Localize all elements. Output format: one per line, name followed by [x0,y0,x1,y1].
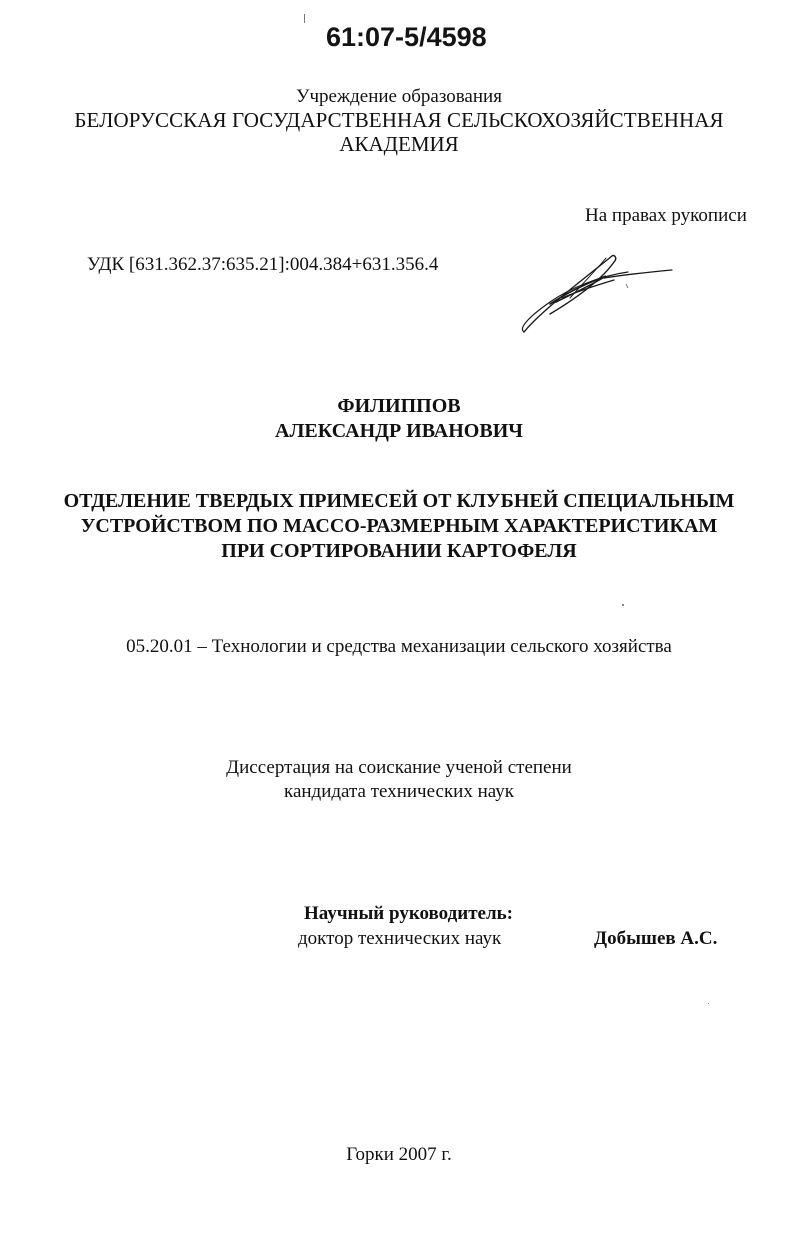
author-given-names: АЛЕКСАНДР ИВАНОВИЧ [275,420,523,442]
handwritten-signature [510,242,690,342]
scan-mark [304,14,305,23]
scan-speck [708,1003,709,1004]
dissertation-line-1: Диссертация на соискание ученой степени [226,757,572,778]
specialty-code-and-name: 05.20.01 – Технологии и средства механизации сельского хозяйства [126,636,672,657]
institution-label: Учреждение образования [296,86,502,107]
title-line-2: УСТРОЙСТВОМ ПО МАССО-РАЗМЕРНЫМ ХАРАКТЕРИСТИКАМ [80,515,718,537]
supervisor-degree: доктор технических наук [298,928,502,949]
manuscript-rights-note: На правах рукописи [585,205,747,226]
institution-name-line-2: АКАДЕМИЯ [339,132,459,156]
place-and-year: Горки 2007 г. [346,1144,452,1165]
title-line-1: ОТДЕЛЕНИЕ ТВЕРДЫХ ПРИМЕСЕЙ ОТ КЛУБНЕЙ СПЕЦИАЛЬНЫМ [63,490,735,512]
title-line-3: ПРИ СОРТИРОВАНИИ КАРТОФЕЛЯ [221,540,577,562]
dissertation-line-2: кандидата технических наук [284,781,514,802]
scan-speck [622,604,624,606]
supervisor-label: Научный руководитель: [304,903,513,924]
archive-stamp-code: 61:07-5/4598 [326,22,487,52]
supervisor-name: Добышев А.С. [594,928,718,949]
institution-name-line-1: БЕЛОРУССКАЯ ГОСУДАРСТВЕННАЯ СЕЛЬСКОХОЗЯЙСТВЕННАЯ [74,108,724,132]
author-surname: ФИЛИППОВ [337,395,461,417]
udk-code: УДК [631.362.37:635.21]:004.384+631.356.4 [87,254,439,275]
